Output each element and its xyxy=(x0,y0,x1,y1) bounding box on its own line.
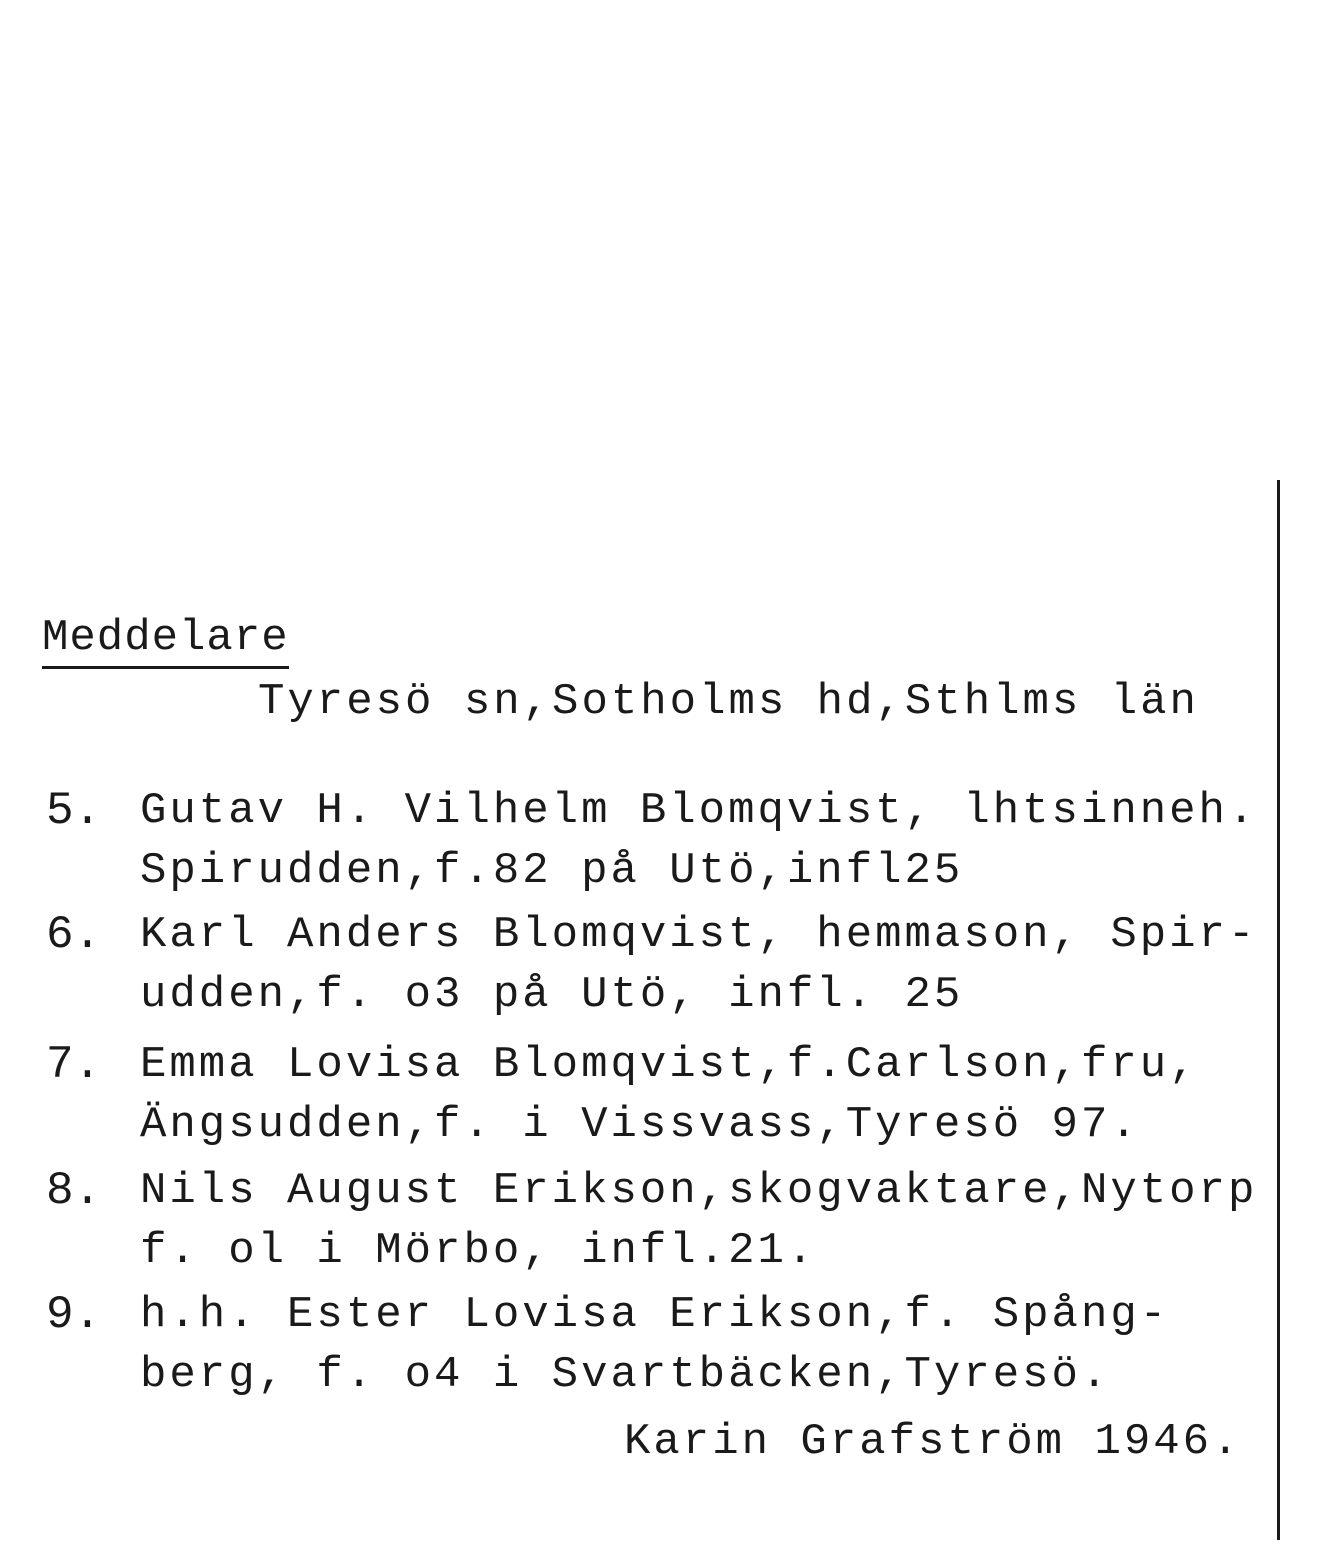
entry-line-1: Gutav H. Vilhelm Blomqvist, lhtsinneh. xyxy=(140,786,1258,836)
entry-number: 6. xyxy=(46,909,102,961)
entry-line-1: Emma Lovisa Blomqvist,f.Carlson,fru, xyxy=(140,1040,1199,1090)
entry-line-2: Ängsudden,f. i Vissvass,Tyresö 97. xyxy=(140,1100,1140,1150)
card-edge-rule xyxy=(1277,480,1280,1540)
entry-number: 8. xyxy=(46,1165,102,1217)
entry-line-1: Nils August Erikson,skogvaktare,Nytorp xyxy=(140,1166,1258,1216)
entry-number: 5. xyxy=(46,785,102,837)
entry-line-2: f. ol i Mörbo, infl.21. xyxy=(140,1226,817,1276)
entry-line-1: Karl Anders Blomqvist, hemmason, Spir- xyxy=(140,910,1258,960)
location-line: Tyresö sn,Sotholms hd,Sthlms län xyxy=(258,677,1199,727)
page-title: Meddelare xyxy=(42,612,289,669)
entry-number: 7. xyxy=(46,1039,102,1091)
entry-line-2: Spirudden,f.82 på Utö,infl25 xyxy=(140,846,964,896)
entry-line-2: berg, f. o4 i Svartbäcken,Tyresö. xyxy=(140,1350,1111,1400)
entry-number: 9. xyxy=(46,1289,102,1341)
entry-line-2: udden,f. o3 på Utö, infl. 25 xyxy=(140,970,964,1020)
entry-line-1: h.h. Ester Lovisa Erikson,f. Spång- xyxy=(140,1290,1170,1340)
signature-line: Karin Grafström 1946. xyxy=(624,1417,1242,1467)
